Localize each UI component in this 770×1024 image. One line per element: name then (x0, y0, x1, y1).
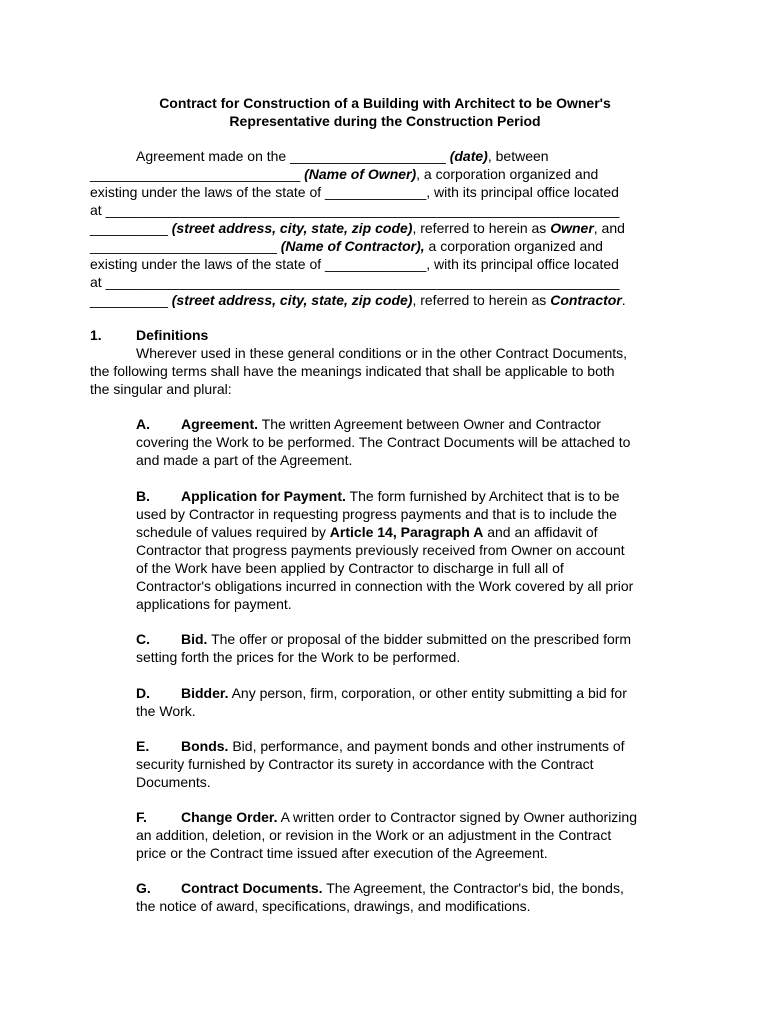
definition-f-line-3: price or the Contract time issued after execution of the Agreement. (136, 845, 548, 861)
owner-name-blank: ___________________________ (90, 166, 305, 182)
section-1-heading: Definitions (136, 327, 209, 343)
agreement-line-1 (136, 147, 549, 165)
definition-g-line-2: the notice of award, specifications, drawings, and modifications. (136, 898, 531, 914)
agreement-line-9 (90, 291, 626, 309)
owner-and: , and (593, 220, 625, 236)
definition-f-letter: F. (136, 809, 147, 825)
agreement-between: , between (487, 148, 549, 164)
definition-a-letter: A. (136, 416, 150, 432)
section-1-intro-line-1: Wherever used in these general conditions or in the other Contract Documents, (136, 345, 628, 361)
definition-g-text: The Agreement, the Contractor's bid, the bonds, (322, 880, 624, 896)
agreement-line-6 (90, 237, 603, 255)
contractor-address-blank: __________ (90, 292, 172, 308)
agreement-date-prompt: Agreement made on the ____________________ (136, 148, 450, 164)
definition-b-text: The form furnished by Architect that is to be (345, 488, 620, 504)
date-placeholder: (date) (449, 148, 488, 164)
definition-c-letter: C. (136, 631, 150, 647)
owner-address-blank: __________ (90, 220, 172, 236)
article-reference: Article 14, Paragraph A (329, 524, 484, 540)
definition-d-term: Bidder. (181, 685, 229, 701)
definition-e-letter: E. (136, 738, 150, 754)
owner-address-placeholder: (street address, city, state, zip code) (171, 220, 413, 236)
definition-g-line-1 (181, 879, 624, 897)
contractor-name-placeholder: (Name of Contractor), (280, 238, 425, 254)
definition-b-line-1 (181, 487, 620, 505)
agreement-line-5 (90, 219, 625, 237)
definition-d-line-1 (181, 684, 627, 702)
definition-e-line-3: Documents. (136, 774, 211, 790)
definition-a-text: The written Agreement between Owner and Contractor (258, 416, 601, 432)
definition-d-line-2: the Work. (136, 703, 196, 719)
agreement-line-7: existing under the laws of the state of _____________, with its principal office located (90, 256, 619, 272)
contractor-corp-text: a corporation organized and (424, 238, 603, 254)
definition-c-text: The offer or proposal of the bidder submitted on the prescribed form (207, 631, 632, 647)
owner-name-placeholder: (Name of Owner) (304, 166, 417, 182)
definition-f-line-1 (181, 808, 637, 826)
agreement-line-8: at __________________________________________________________________ (90, 274, 620, 290)
definition-d-letter: D. (136, 685, 150, 701)
definition-a-line-2: covering the Work to be performed. The Contract Documents will be attached to (136, 434, 631, 450)
definition-c-term: Bid. (181, 631, 208, 647)
contractor-term: Contractor (550, 292, 622, 308)
document-title-line-1: Contract for Construction of a Building with Architect to be Owner's (159, 95, 611, 111)
definition-e-line-1 (181, 737, 625, 755)
definition-a-line-1 (181, 415, 601, 433)
definition-b-line-5: of the Work have been applied by Contractor to discharge in full all of (136, 560, 564, 576)
definition-f-text: A written order to Contractor signed by Owner authorizing (277, 809, 637, 825)
contractor-name-blank: ________________________ (90, 238, 281, 254)
definition-a-line-3: and made a part of the Agreement. (136, 452, 353, 468)
contractor-period: . (621, 292, 626, 308)
definition-c-line-2: setting forth the prices for the Work to be performed. (136, 649, 461, 665)
definition-b-line-4: Contractor that progress payments previously received from Owner on account (136, 542, 625, 558)
section-1-number: 1. (90, 327, 102, 343)
contractor-address-placeholder: (street address, city, state, zip code) (171, 292, 413, 308)
definition-b-line-2: used by Contractor in requesting progress payments and that is to include the (136, 506, 617, 522)
definition-g-term: Contract Documents. (181, 880, 323, 896)
owner-term: Owner (550, 220, 594, 236)
definition-b-line-7: applications for payment. (136, 596, 292, 612)
definition-f-line-2: an addition, deletion, or revision in the Work or an adjustment in the Contract (136, 827, 612, 843)
definition-b-term: Application for Payment. (181, 488, 346, 504)
definition-f-term: Change Order. (181, 809, 278, 825)
definition-e-line-2: security furnished by Contractor its surety in accordance with the Contract (136, 756, 594, 772)
definition-e-term: Bonds. (181, 738, 229, 754)
definition-e-text: Bid, performance, and payment bonds and other instruments of (228, 738, 625, 754)
definition-g-letter: G. (136, 880, 151, 896)
definition-b-line-6: Contractor's obligations incurred in connection with the Work covered by all prior (136, 578, 634, 594)
agreement-line-3: existing under the laws of the state of _____________, with its principal office located (90, 184, 619, 200)
document-title-line-2: Representative during the Construction Period (229, 113, 541, 129)
owner-corp-text: , a corporation organized and (416, 166, 599, 182)
definition-c-line-1 (181, 630, 631, 648)
contractor-referred-text: , referred to herein as (412, 292, 551, 308)
definition-b-line-3 (136, 523, 598, 541)
section-1-intro-line-3: the singular and plural: (90, 381, 232, 397)
definition-b-letter: B. (136, 488, 150, 504)
definition-b-schedule-text: schedule of values required by (136, 524, 330, 540)
definition-d-text: Any person, firm, corporation, or other entity submitting a bid for (228, 685, 627, 701)
owner-referred-text: , referred to herein as (412, 220, 551, 236)
section-1-intro-line-2: the following terms shall have the meanings indicated that shall be applicable to both (90, 363, 615, 379)
definition-b-affidavit-text: and an affidavit of (483, 524, 598, 540)
agreement-line-4: at __________________________________________________________________ (90, 202, 620, 218)
definition-a-term: Agreement. (181, 416, 259, 432)
agreement-line-2 (90, 165, 598, 183)
